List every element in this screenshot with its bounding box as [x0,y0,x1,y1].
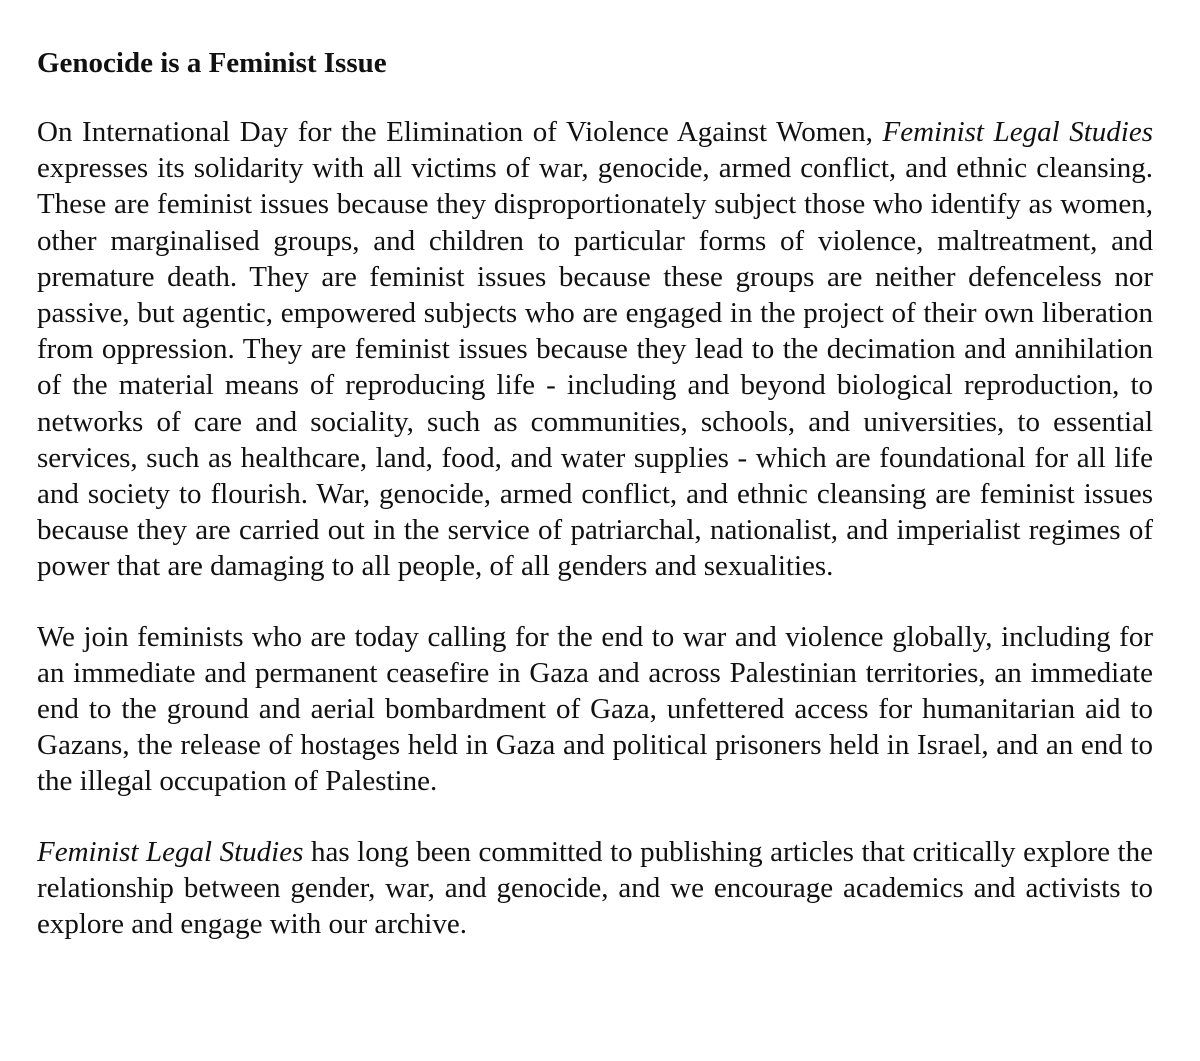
paragraph-1-intro: On International Day for the Elimination of Violence Against Women, [37,116,883,148]
paragraph-1-body: expresses its solidarity with all victims of war, genocide, armed conflict, and ethnic cleansing. These are feminist issues because they disproportionately subject those who identify as women, other marginalised groups, and children to particular forms of violence, maltreatment, and premature death. They are feminist issues because these groups are neither defenceless nor passive, but agentic, empowered subjects who are engaged in the project of their own liberation from oppression. They are feminist issues because they lead to the decimation and annihilation of the material means of reproducing life - including and beyond biological reproduction, to networks of care and sociality, such as communities, schools, and universities, to essential services, such as healthcare, land, food, and water supplies - which are foundational for all life and society to flourish. War, genocide, armed conflict, and ethnic cleansing are feminist issues because they are carried out in the service of patriarchal, nationalist, and imperialist regimes of power that are damaging to all people, of all genders and sexualities. [37,152,1153,583]
document-title: Genocide is a Feminist Issue [37,47,387,79]
journal-name-italic: Feminist Legal Studies [37,835,304,868]
paragraph-archive [37,834,1153,943]
document-body [37,42,1153,942]
paragraph-3-body: has long been committed to publishing articles that critically explore the relationship between gender, war, and genocide, and we encourage academics and activists to explore and engage with our archive. [37,835,1153,941]
journal-name-italic: Feminist Legal Studies [882,116,1153,148]
paragraph-ceasefire-call [37,619,1153,800]
paragraph-2-body: We join feminists who are today calling for the end to war and violence globally, including for an immediate and permanent ceasefire in Gaza and across Palestinian territories, an immediate end to the ground and aerial bombardment of Gaza, unfettered access for humanitarian aid to Gazans, the release of hostages held in Gaza and political prisoners held in Israel, and an end to the illegal occupation of Palestine. [37,620,1153,798]
paragraph-solidarity [37,114,1153,585]
